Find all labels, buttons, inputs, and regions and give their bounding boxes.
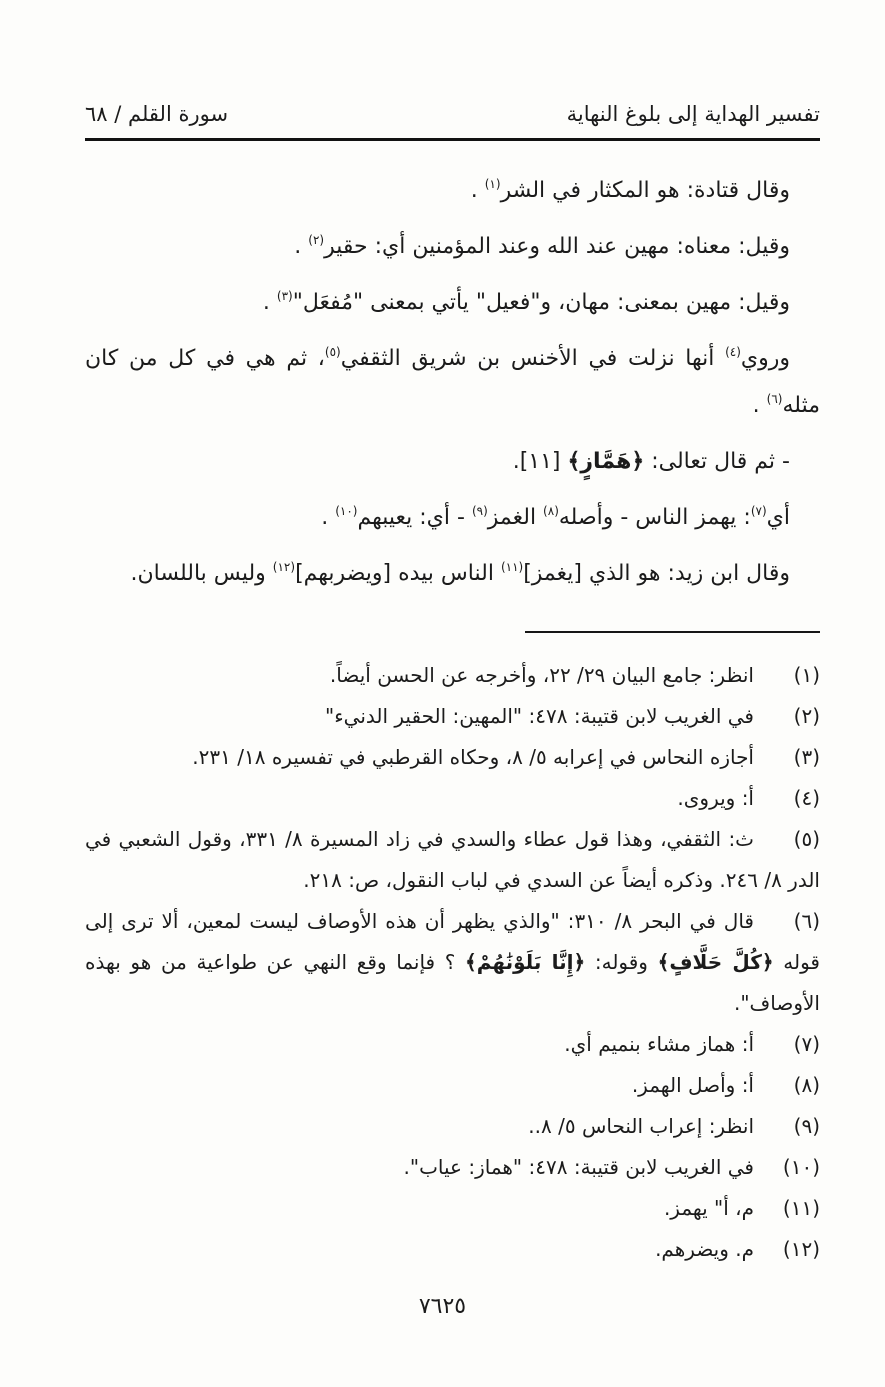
footnote — [85, 1065, 820, 1106]
footnote-separator — [525, 631, 820, 633]
text-run: . — [470, 178, 485, 204]
footnote-number: (٤) — [793, 786, 820, 811]
text-run: في الغريب لابن قتيبة: ٤٧٨: "المهين: الحقير الدنيء" — [325, 704, 754, 729]
body-paragraph — [85, 438, 820, 485]
body-paragraph — [85, 279, 820, 326]
footnote-number: (٩) — [793, 1114, 820, 1139]
quran-verse-text: ﴿كُلَّ حَلَّافٍ﴾ — [657, 950, 774, 975]
main-text-block — [85, 167, 820, 597]
footnote-number: (٣) — [793, 745, 820, 770]
footnote — [85, 1229, 820, 1270]
page-header — [85, 0, 820, 128]
footnote — [85, 737, 820, 778]
text-run: ، ثم هي في كل من كان مثله — [85, 346, 820, 419]
text-run: : يهمز الناس - وأصله — [558, 505, 751, 531]
footnote — [85, 819, 820, 901]
text-run: وقال ابن زيد: هو الذي [يغمز] — [523, 561, 790, 587]
text-run: أ: وأصل الهمز. — [631, 1073, 754, 1098]
text-run: م، أ" يهمز. — [663, 1196, 754, 1221]
text-run: م. ويضرهم. — [655, 1237, 754, 1262]
footnotes-section — [85, 655, 820, 1270]
text-run: وقيل: مهين بمعنى: مهان، و"فعيل" يأتي بمعنى "مُفعَل" — [292, 290, 790, 316]
body-paragraph — [85, 550, 820, 597]
book-title: تفسير الهداية إلى بلوغ النهاية — [566, 102, 820, 126]
footnote-marker: (٨) — [543, 504, 559, 519]
text-run: أنها نزلت في الأخنس بن شريق الثقفي — [340, 346, 726, 372]
footnote-number: (٢) — [793, 704, 820, 729]
footnote-number: (١٠) — [782, 1155, 820, 1180]
footnote-marker: (٩) — [471, 504, 488, 519]
body-paragraph — [85, 335, 820, 429]
text-run: . — [752, 393, 767, 419]
footnote-marker: (١) — [484, 177, 501, 192]
body-paragraph — [85, 494, 820, 541]
text-run: - ثم قال تعالى: — [644, 449, 790, 475]
text-run: أ: ويروى. — [677, 786, 754, 811]
text-run: أي — [766, 505, 790, 531]
footnote-marker: (١١) — [500, 560, 524, 575]
footnote-marker: (٢) — [308, 233, 325, 248]
text-run: وروي — [740, 346, 791, 372]
text-run: وقيل: معناه: مهين عند الله وعند المؤمنين أي: حقير — [324, 234, 790, 260]
text-run: . — [262, 290, 277, 316]
text-run: [١١]. — [512, 449, 568, 475]
surah-page-title: سورة القلم / ٦٨ — [85, 102, 229, 126]
text-run: قال في البحر ٨‏/ ٣١٠: "والذي يظهر أن هذه الأوصاف ليست لمعين، ألا ترى إلى قوله — [85, 909, 820, 975]
text-run: وقوله: — [585, 950, 658, 975]
footnote-marker: (٦) — [766, 392, 783, 407]
text-run: وليس باللسان. — [130, 561, 273, 587]
footnote — [85, 778, 820, 819]
footnote — [85, 901, 820, 1024]
footnote-marker: (١٠) — [335, 504, 358, 519]
text-run: ث: الثقفي، وهذا قول عطاء والسدي في زاد المسيرة ٨‏/ ٣٣١، وقول الشعبي في الدر ٨‏/ ٢٤٦. وذكره أيضاً عن السدي في لباب النقول، ص: ٢١٨. — [85, 827, 820, 893]
footnote-number: (٨) — [793, 1073, 820, 1098]
body-paragraph — [85, 223, 820, 270]
header-rule — [85, 138, 820, 141]
footnote — [85, 1188, 820, 1229]
text-run: انظر: إعراب النحاس ٥‏/ ٨.. — [528, 1114, 754, 1139]
footnote-number: (٦) — [793, 909, 820, 934]
footnote-number: (٧) — [793, 1032, 820, 1057]
text-run: . — [294, 234, 309, 260]
text-run: أ: هماز مشاء بنميم أي. — [564, 1032, 754, 1057]
text-run: ؟ فإنما وقع النهي عن طواعية من هو بهذه الأوصاف". — [85, 950, 820, 1016]
footnote-number: (١١) — [782, 1196, 820, 1221]
quran-verse-text: ﴿هَمَّازٍ﴾ — [567, 449, 645, 475]
text-run: - أي: يعيبهم — [357, 505, 472, 531]
footnote-marker: (٥) — [324, 345, 341, 360]
footnote-marker: (٣) — [276, 289, 293, 304]
footnote — [85, 1106, 820, 1147]
text-run: انظر: جامع البيان ٢٩‏/ ٢٢، وأخرجه عن الحسن أيضاً. — [329, 663, 754, 688]
text-run: . — [321, 505, 336, 531]
text-run: أجازه النحاس في إعرابه ٥‏/ ٨، وحكاه القرطبي في تفسيره ١٨‏/ ٢٣١. — [192, 745, 754, 770]
footnote — [85, 1024, 820, 1065]
quran-verse-text: ﴿إِنَّا بَلَوْنَٰهُمْ﴾ — [465, 950, 586, 975]
footnote-marker: (١٢) — [272, 560, 296, 575]
text-run: في الغريب لابن قتيبة: ٤٧٨: "هماز: عياب". — [403, 1155, 754, 1180]
footnote — [85, 655, 820, 696]
footnote-marker: (٤) — [725, 345, 741, 360]
text-run: وقال قتادة: هو المكثار في الشر — [500, 178, 790, 204]
body-paragraph — [85, 167, 820, 214]
footnote-number: (٥) — [793, 827, 821, 852]
footnote — [85, 1147, 820, 1188]
footnote — [85, 696, 820, 737]
footnote-number: (١) — [793, 663, 820, 688]
text-run: الغمز — [487, 505, 544, 531]
footnote-number: (١٢) — [782, 1237, 820, 1262]
footnote-marker: (٧) — [750, 504, 767, 519]
page-number: ٧٦٢٥ — [418, 1294, 467, 1319]
text-run: الناس بيده [ويضربهم] — [295, 561, 501, 587]
